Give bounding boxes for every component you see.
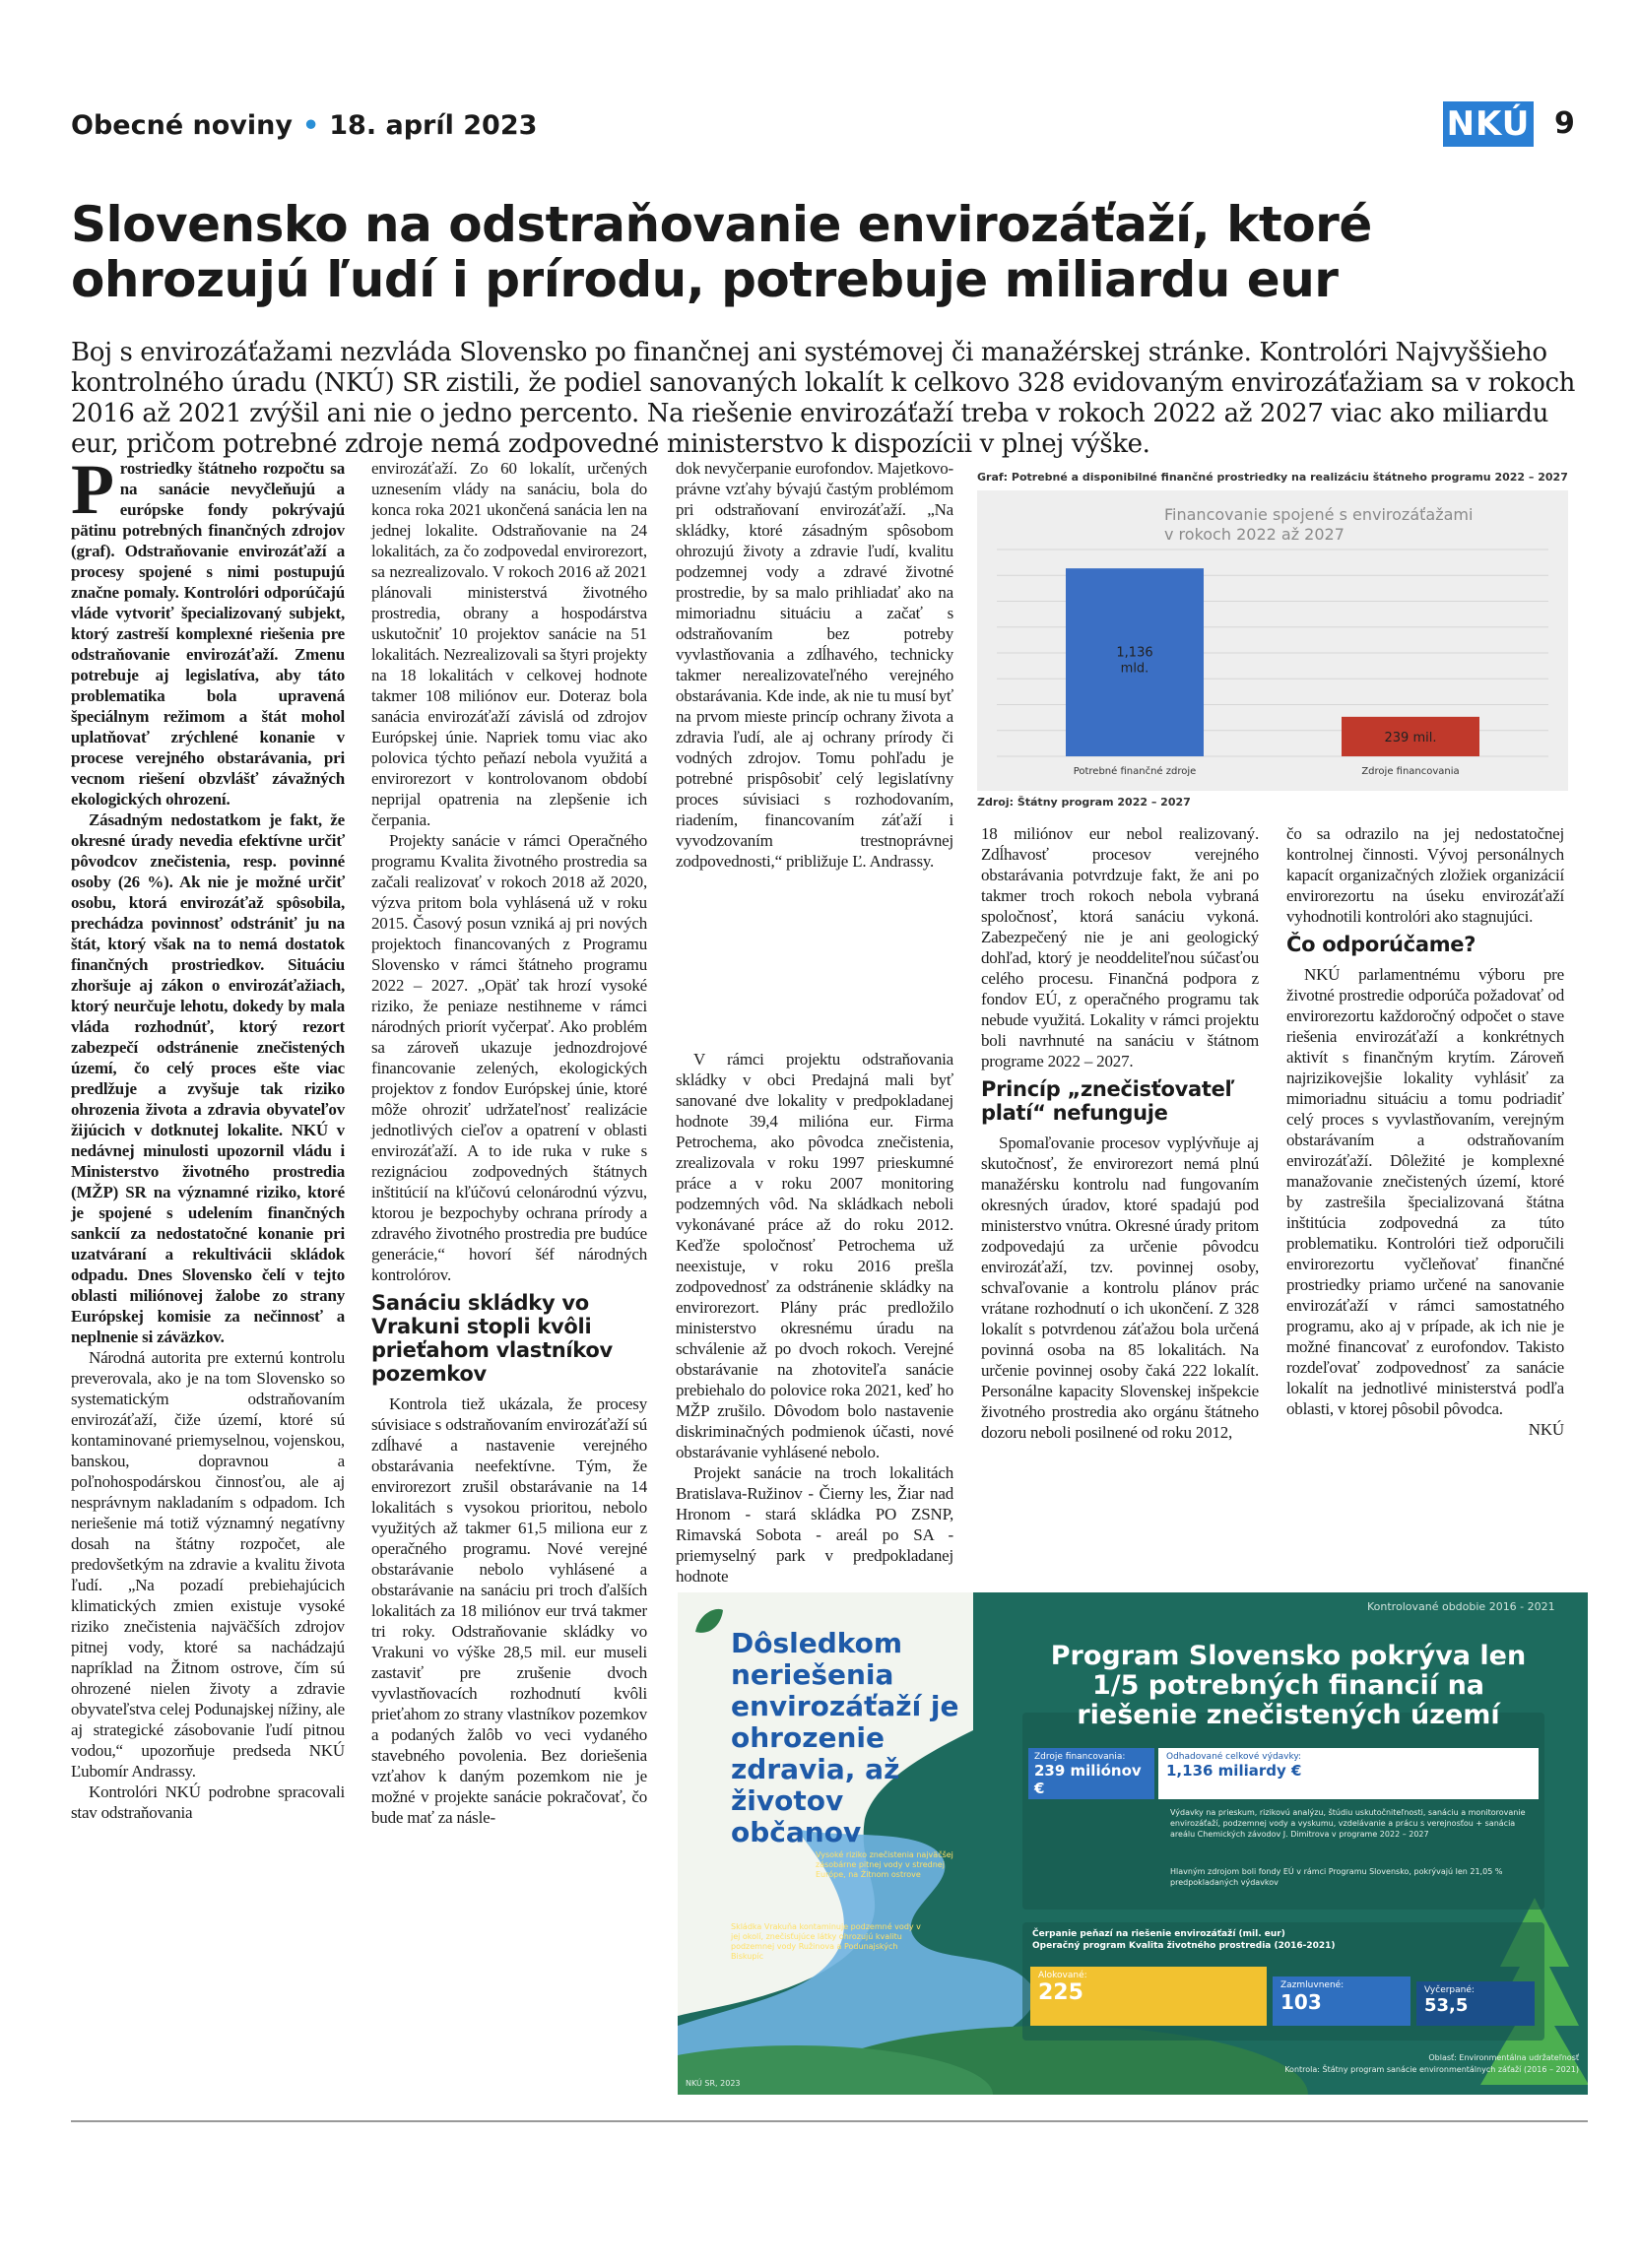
chart-category-label: Potrebné finančné zdroje	[1073, 766, 1197, 777]
nku-logo: NKÚ	[1443, 101, 1534, 147]
subheading: Čo odporúčame?	[1286, 933, 1476, 956]
column-5	[1286, 823, 1564, 1440]
costs-note: Výdavky na prieskum, rizikovú analýzu, štúdiu uskutočniteľnosti, sanáciu a monitorovanie envirozáťaží, podzemnej vody a vyskumu, vzdelávanie a prácu s verejnosťou + sanácia areálu Chemických závodov J. Dimitrova v programe 2022 – 2027	[1170, 1808, 1526, 1839]
drawn-box	[1416, 1981, 1535, 2026]
contracted-label: Zazmluvnené:	[1280, 1980, 1345, 1990]
infographic	[678, 1592, 1588, 2095]
note-zitny-ostrov: Vysoké riziko znečistenia najväčšej zásobárne pitnej vody v strednej Európe, na Žitnom ostrove	[816, 1850, 953, 1879]
eu-note: Hlavným zdrojom boli fondy EÚ v rámci Programu Slovensko, pokrývajú len 21,05 % predpokladaných výdavkov	[1170, 1867, 1503, 1887]
area-label: Oblasť: Environmentálna udržateľnosť	[1428, 2053, 1579, 2062]
bold-paragraph	[71, 810, 345, 1347]
paragraph: Projekty sanácie v rámci Operačného programu Kvalita životného prostredia sa začali realizovať v rokoch 2018 až 2020, výzva pritom bola vyhlásená už v roku 2015. Časový posun vzniká aj pri nových projektoch financovaných z Programu Slovensko v rámci štátneho programu 2022 – 2027. „Opäť tak hrozí vysoké riziko, že peniaze nestihneme v rámci národných priorít vyčerpať. Ako problém sa zároveň ukazuje jednozdrojové financovanie zelených, ekologických projektov z fondov Európskej únie, ktoré môže ohroziť udržateľnosť realizácie jednotlivých cieľov a opatrení v oblasti envirozáťaží. A to ide ruka v ruke s rezignáciou zodpovedných štátnych inštitúcií na kľúčovú celonárodnú výzvu, ktorou je bezpochyby ochrana prírody a zdravého životného prostredia pre budúce generácie,“ hovorí šéf národných kontrolórov.	[371, 831, 647, 1284]
separator-dot: •	[301, 110, 320, 141]
paragraph: Projekt sanácie na troch lokalitách Bratislava-Ružinov - Čierny les, Žiar nad Hronom - stará skládka PO ZSNP, Rimavská Sobota - areál po SA - priemyselný park v predpokladanej hodnote	[676, 1463, 953, 1586]
column-3-top	[676, 458, 953, 872]
control-label: Kontrola: Štátny program sanácie environmentálnych záťaží (2016 – 2021)	[1284, 2065, 1579, 2074]
chart-value-label: 1,136 mld.	[1116, 645, 1153, 677]
paragraph: Kontrolóri NKÚ podrobne spracovali stav odstraňovania	[71, 1782, 345, 1822]
column-3-bottom	[676, 1049, 953, 1587]
chart-category-label: Zdroje financovania	[1361, 766, 1460, 777]
sources-label: Zdroje financovania:	[1034, 1752, 1126, 1762]
chart-value-label: 239 mil.	[1384, 730, 1437, 745]
issue-date: 18. apríl 2023	[329, 110, 538, 141]
paragraph: čo sa odrazilo na jej nedostatočnej kontrolnej činnosti. Vývoj personálnych kapacít organizačných zložiek organizácií envirorezortu na úseku envirozáťaží vyhodnotili kontrolóri ako stagnujúci.	[1286, 824, 1564, 926]
page-number: 9	[1554, 106, 1575, 141]
period-label: Kontrolované obdobie 2016 - 2021	[1367, 1600, 1555, 1613]
note-vrakuna: Skládka Vrakuňa kontaminuje podzemné vody v jej okolí, znečisťujúce látky ohrozujú kvalitu podzemnej vody Ružinova a Podunajských Biskupíc	[731, 1922, 921, 1961]
paragraph: NKÚ parlamentnému výboru pre životné prostredie odporúča požadovať od envirorezortu každoročný odpočet o stave riešenia envirozáťaží a konkrétnych aktivít s finančným krytím. Zároveň najrizikovejšie lokality vyhlásiť za mimoriadnu situáciu a tomu podriadiť celý proces s vyvlastňovaním, verejným obstarávaním a odstraňovaním envirozáťaží. Dôležité je komplexné manažovanie znečistených území, ktoré by zastrešila špecializovaná štátna inštitúcia zodpovedná za túto problematiku. Kontrolóri tiež odporučili envirorezortu vyčleňovať finančné prostriedky priamo určené na sanovanie envirozáťaží v rámci samostatného programu, ako aj v prípade, ak ich nie je možné financovať z eurofondov. Takisto rozdeľovať zodpovednosť za sanácie lokalít na jednotlivé ministerstvá podľa oblasti, v ktorej pôsobil pôvodca.	[1286, 965, 1564, 1418]
lead-paragraph: Boj s envirozáťažami nezvláda Slovensko po finančnej ani systémovej či manažérskej stránke. Kontrolóri Najvyššieho kontrolného úradu (NKÚ) SR zistili, že podiel sanovaných lokalít k celkovo 328 evidovaným envirozáťažiam sa v rokoch 2016 až 2021 zvýšil ani nie o jedno percento. Na riešenie envirozáťaží treba v rokoch 2022 až 2027 viac ako miliardu eur, pričom potrebné zdroje nemá zodpovedné ministerstvo k dispozícii v plnej výške.	[71, 338, 1576, 459]
subheading: Princíp „znečisťovateľ platí“ nefunguje	[981, 1077, 1235, 1125]
allocated-box	[1030, 1967, 1267, 2026]
chart-svg	[977, 490, 1568, 791]
paragraph: envirozáťaží. Zo 60 lokalít, určených uznesením vlády na sanáciu, bola do konca roka 2021 ukončená sanácia len na jednej lokalite. Odstraňovanie na 24 lokalitách, za čo zodpovedal envirorezort, sa nezrealizovalo. V rokoch 2016 až 2021 plánovali ministerstvá životného prostredia, obrany a hospodárstva uskutočniť 10 projektov sanácie na 51 lokalitách. Nezrealizovali sa štyri projekty na 18 lokalitách v celkovej hodnote takmer 108 miliónov eur. Doteraz bola sanácia envirozáťaží závislá od zdrojov Európskej únie. Napriek tomu viac ako polovica týchto peňazí nebola využitá a envirorezort v kontrolovanom období neprijal opatrenia na zlepšenie ich čerpania.	[371, 459, 647, 829]
column-1	[71, 450, 345, 1823]
drawn-value: 53,5	[1424, 1995, 1469, 2016]
bottom-rule	[71, 2120, 1588, 2122]
paragraph: Národná autorita pre externú kontrolu preverovala, ako je na tom Slovensko so systematickým odstraňovaním envirozáťaží, čiže území, ktoré sú kontaminované priemyselnou, vojenskou, banskou, dopravnou a poľnohospodárskou činnosťou, ale aj nesprávnym nakladaním s odpadom. Ich neriešenie má totiž významný negatívny dosah na štátny rozpočet, ale predovšetkým na zdravie a kvalitu života ľudí. „Na pozadí prebiehajúcich klimatických zmien existuje vysoké riziko znečistenia najväčších zdrojov pitnej vody, ktoré sa nachádzajú napríklad na Žitnom ostrove, čím sú ohrozené nielen životy a zdravie obyvateľstva celej Podunajskej nížiny, ale aj strategické zásobovanie ľudí pitnou vodou,“ upozorňuje predseda NKÚ Ľubomír Andrassy.	[71, 1348, 345, 1781]
chart-caption: Graf: Potrebné a disponibilné finančné prostriedky na realizáciu štátneho programu 2022 – 2027	[977, 471, 1568, 484]
column-4	[981, 823, 1259, 1443]
contracted-box	[1273, 1976, 1410, 2026]
chart-source: Zdroj: Štátny program 2022 – 2027	[977, 796, 1191, 809]
paragraph: V rámci projektu odstraňovania skládky v obci Predajná mali byť sanované dve lokality v predpokladanej hodnote 39,4 milióna eur. Firma Petrochema, ako pôvodca znečistenia, zrealizovala v roku 1997 prieskumné práce a v roku 2007 monitoring podzemných vôd. Na skládkach neboli vykonávané práce až do roku 2012. Keďže spoločnosť Petrochema už neexistuje, v roku 2016 prešla zodpovednosť za odstránenie skládky na envirorezort. Plány prác predložilo ministerstvo okresnému úradu na schválenie až po dvoch rokoch. Verejné obstarávanie na zhotoviteľa sanácie prebiehalo do polovice roka 2021, keď ho MŽP zrušilo. Dôvodom bolo nastavenie diskriminačných podmienok účasti, nové obstarávanie vyhlásené nebolo.	[676, 1050, 953, 1461]
bold-paragraph-text: Zásadným nedostatkom je fakt, že okresné úrady nevedia efektívne určiť pôvodcov znečistenia, resp. povinné osoby (26 %). Ak nie je možné určiť osobu, ktorá envirozáťaž spôsobila, prechádza povinnosť odstrániť ju na štát, ktorý však na to nemá dostatok finančných prostriedkov. Situáciu zhoršuje aj zákon o envirozáťažiach, ktorý neurčuje lehotu, dokedy by mala vláda rozhodnúť, ktorý rezort zabezpečí odstránenie znečistených území, čo celý proces ešte viac predlžuje a zvyšuje tak riziko ohrozenia života a zdravia obyvateľov žijúcich v dotknutej lokalite. NKÚ v nedávnej minulosti upozornil vládu i Ministerstvo životného prostredia (MŽP) SR na významné riziko, ktoré je spojené s udelením finančných sankcií za nedostatočné konanie pri uzatváraní a rekultivácii skládok odpadu. Dnes Slovensko čelí v tejto oblasti miliónovej žalobe zo strany Európskej komisie za nečinnosť a neplnenie si záväzkov.	[71, 810, 345, 1346]
allocated-label: Alokované:	[1038, 1971, 1087, 1980]
column-2	[371, 458, 647, 1828]
publication-name: Obecné noviny	[71, 110, 293, 141]
drawn-label: Vyčerpané:	[1424, 1985, 1475, 1995]
infographic-main-title: Program Slovensko pokrýva len 1/5 potrebných financií na riešenie znečistených území	[1050, 1641, 1527, 1730]
costs-label: Odhadované celkové výdavky:	[1166, 1752, 1302, 1762]
intro-paragraph	[71, 450, 345, 810]
drawing-subtitle: Operačný program Kvalita životného prostredia (2016-2021)	[1032, 1941, 1336, 1951]
sources-value: 239 miliónov €	[1034, 1762, 1142, 1797]
drop-cap: P	[71, 450, 114, 529]
intro-bold-text: rostriedky štátneho rozpočtu sa na sanácie nevyčleňujú a európske fondy pokrývajú pätinu potrebných finančných zdrojov (graf). Odstraňovanie envirozáťaží a procesy spojené s nimi postupujú značne pomaly. Kontrolóri odporúčajú vláde vytvoriť špecializovaný subjekt, ktorý zastreší komplexné riešenia pre odstraňovanie envirozáťaží. Zmenu potrebuje aj legislatíva, aby táto problematika bola upravená špeciálnym režimom a štát mohol uplatňovať zrýchlené konanie v procese verejného obstarávania, pri vecnom riešení obzvlášť závažných ekologických ohrození.	[71, 459, 345, 809]
costs-value: 1,136 miliardy €	[1166, 1762, 1302, 1780]
paragraph: 18 miliónov eur nebol realizovaný. Zdĺhavosť procesov verejného obstarávania potvrdzuje fakt, že ani po takmer troch rokoch nebola vybraná spoločnosť, ktorá sanáciu vykoná. Zabezpečený nie je ani geologický dohľad, ktorý je neoddeliteľnou súčasťou celého procesu. Finančná podpora z fondov EÚ, z operačného programu tak nebude využitá. Lokality v rámci projektu boli navrhnuté na sanáciu v štátnom programe 2022 – 2027.	[981, 824, 1259, 1070]
masthead	[71, 110, 537, 141]
signature: NKÚ	[1528, 1420, 1564, 1439]
subheading: Sanáciu skládky vo Vrakuni stopli kvôli prieťahom vlastníkov pozemkov	[371, 1291, 613, 1386]
sources-box	[1028, 1748, 1154, 1799]
drawing-title: Čerpanie peňazí na riešenie envirozáťaží (mil. eur)	[1032, 1929, 1285, 1939]
headline: Slovensko na odstraňovanie envirozáťaží, ktoré ohrozujú ľudí i prírodu, potrebuje miliardu eur	[71, 196, 1372, 308]
paragraph: dok nevyčerpanie eurofondov. Majetkovo-právne vzťahy bývajú častým problémom pri odstraňovaní envirozáťaží. „Na skládky, ktoré zásadným spôsobom ohrozujú životy a zdravie ľudí, kvalitu podzemnej vody a zdravé životné prostredie, by sa malo prihliadať ako na mimoriadnu situáciu a začať s odstraňovaním bez potreby vyvlastňovania a zdĺhavého, technicky takmer nerealizovateľného verejného obstarávania. Kde inde, ak nie tu musí byť na prvom mieste princíp ochrany života a zdravia ľudí, ale aj ochrany prírody či vodných zdrojov. Tomu pohľadu je potrebné prispôsobiť celý legislatívny proces súvisiaci s rozhodovaním, riadením, financovaním záťaží i vyvodzovaním trestnoprávnej zodpovednosti,“ približuje Ľ. Andrassy.	[676, 459, 953, 871]
costs-box	[1158, 1748, 1539, 1799]
funding-chart	[977, 463, 1568, 817]
paragraph: Kontrola tiež ukázala, že procesy súvisiace s odstraňovaním envirozáťaží sú zdĺhavé a nastavenie verejného obstarávania neefektívne. Tým, že envirorezort zrušil obstarávanie na 14 lokalitách s vysokou prioritou, nebolo využitých až takmer 61,5 miliona eur z operačného programu. Nové verejné obstarávanie nebolo vyhlásené a obstarávanie na sanáciu pri troch ďalších lokalitách za 18 miliónov eur trvá takmer tri roky. Odstraňovanie skládky vo Vrakuni vo výške 28,5 mil. eur museli zastaviť pre zrušenie dvoch vyvlastňovacích rozhodnutí kvôli prieťahom zo strany vlastníkov pozemkov a podaných žalôb vo veci vydaného stavebného povolenia. Bez doriešenia vzťahov k daným pozemkom nie je možné v projekte sanácie pokračovať, čo bude mať za násle-	[371, 1394, 647, 1827]
contracted-value: 103	[1280, 1990, 1322, 2014]
chart-title: Financovanie spojené s envirozáťažami v rokoch 2022 až 2027	[1164, 505, 1474, 544]
infographic-left-title: Dôsledkom neriešenia envirozáťaží je ohrozenie zdravia, až životov občanov	[731, 1627, 959, 1848]
paragraph: Spomaľovanie procesov vyplývňuje aj skutočnosť, že envirorezort nemá plnú manažérsku kontrolu nad fungovaním okresných úradov, ktoré spadajú pod ministerstvo vnútra. Okresné úrady pritom zodpovedajú za určenie pôvodcu envirozáťaží, tzv. povinnej osoby, schvaľovanie a kontrolu plánov prác vrátane rozhodnutí o ich ukončení. Z 328 lokalít s potvrdenou záťažou bola určená povinná osoba na 85 lokalitách. Na určenie povinnej osoby čaká 222 lokalít. Personálne kapacity Slovenskej inšpekcie životného prostredia ako orgánu štátneho dozoru neboli posilnené od roku 2012,	[981, 1134, 1259, 1442]
credit-label: NKÚ SR, 2023	[686, 2079, 741, 2088]
allocated-value: 225	[1038, 1980, 1083, 2005]
